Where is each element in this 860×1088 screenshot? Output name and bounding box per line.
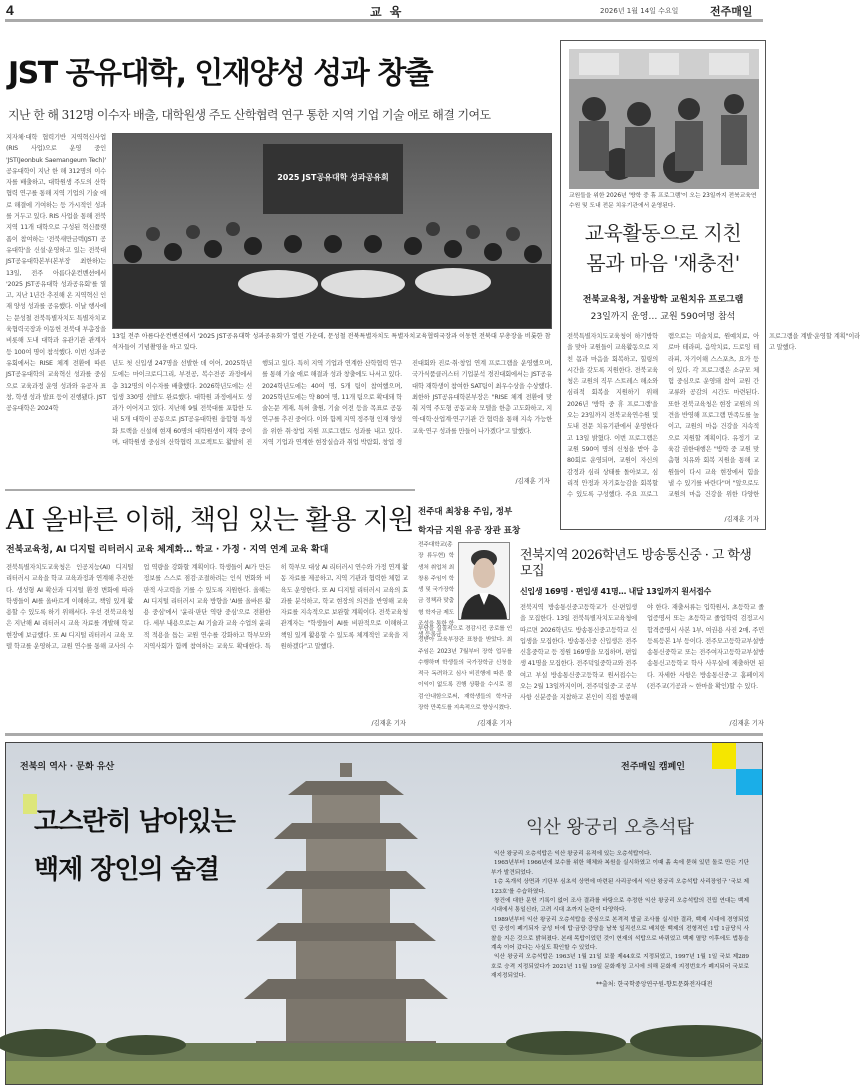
award-portrait-photo	[458, 542, 510, 620]
campaign-headline-line2: 백제 장인의 숨결	[34, 855, 219, 885]
page-number: 4	[6, 2, 14, 18]
heritage-description	[491, 850, 749, 982]
workshop-photo-image	[569, 49, 759, 189]
main-article-photo	[112, 133, 552, 329]
broadcast-headline: 전북지역 2026학년도 방송통신중 · 고 학생 모집	[520, 548, 752, 579]
ai-article-body: 전북특별자치도교육청은 인공지능(AI) 디지털 리터러시 교육을 학교 교육과정과 연계해 추진한다. 생성형 AI 확산과 디지털 환경 변화에 따라 학생들이 AI를 올바르게 이해하고, 책임 있게 활용할 수 있도록 하기 위해서다. 우선 전북교육청은 지난해 AI 리터러시 교육 자료를 개발해 학교 현장에 보급했다. 또 AI 디지털 리터러시 교육 모델 학교를 운영하고, 교원 연수를 통해 교사의 수업 역량을 강화할 계획이다. 학생들이 AI가 만든 정보를 스스로 점검·조절하려는 인식 변화와 비판적 사고력을 기를 수 있도록 지원한다. 올해는 AI 디지털 리터러시 교육 방향을 'AI를 올바른 활용 중심'에서 '윤리·판단 역량 중심'으로 전환한다. 세부 내용으로는 AI 기술과 교육 수업의 윤리적 적용을 돕는 교원 연수를 강화하고 학부모와 지역사회가 함께 참여하는 교육도 확대한다. 특히 학부모 대상 AI 리터러시 연수와 가정 연계 활동 자료를 제공하고, 지역 기관과 협력한 체험 교육도 운영한다. 또 AI 디지털 리터러시 교육의 효과를 분석하고, 학교 현장의 의견을 반영해 교육 자료를 지속적으로 보완할 계획이다. 전북교육청 관계자는 "학생들이 AI를 비판적으로 이해하고 책임 있게 활용할 수 있도록 체계적인 교육을 지원하겠다"고 말했다.	[6, 564, 408, 651]
heritage-campaign	[5, 742, 763, 1085]
broadcast-article-byline: /김재훈 기자	[729, 720, 764, 727]
teacher-subheadline-2: 23일까지 운영… 교원 590여명 참석	[590, 312, 736, 322]
teacher-article-byline: /김재훈 기자	[724, 516, 759, 523]
teacher-subheadline-1: 전북교육청, 겨울방학 교원치유 프로그램	[582, 295, 744, 305]
campaign-series-label: 전북의 역사 · 문화 유산	[20, 762, 115, 772]
ai-article-byline: /김재훈 기자	[371, 720, 406, 727]
teacher-photo-caption: 교원들을 위한 2026년 '방학 중 휴 프로그램'이 오는 23일까지 전북교육연수원 및 도내 전문 치유기관에서 운영된다.	[569, 193, 757, 209]
main-headline: JST 공유대학, 인재양성 성과 창출	[8, 56, 433, 91]
broadcast-subheadline: 신입생 169명 · 편입생 41명… 내달 13일까지 원서접수	[520, 587, 711, 596]
campaign-headline-line1: 고스란히 남아있는	[34, 807, 235, 837]
photo-event-banner: 2025 JST공유대학 성과공유회	[277, 173, 389, 182]
main-article-body: 년도 첫 신입생 247명을 선발한 데 이어, 2025학년도에는 마이크로디그리, 부전공, 복수전공 과정에서 총 312명의 이수자를 배출했다. 2026학년도에는 신입생 330명 선발도 완료했다. 대학원 과정에서도 성과가 이어지고 있다. 지난해 9월 전북대를 포함한 도내 5개 대학이 공동으로 JST공유대학원 융합형 특성화 트랙을 신설해 현재 60명의 대학원생이 재학 중이며, 대학원생 중심의 산학협력 프로젝트도 활발히 진행되고 있다. 특히 지역 기업과 연계한 산학협력 연구를 통해 기술 애로 해결과 성과 창출에도 나서고 있다. 2024학년도에는 40여 명, 5개 팀이 참여했으며, 2025학년도에는 약 80여 명, 11개 팀으로 확대돼 학술논문 게재, 특허 출원, 기술 이전 등을 목표로 공동연구를 추진 중이다. 이와 함께 지역 정주형 인재 양성을 위한 취·창업 지원 프로그램도 성과를 내고 있다. 지역 기업과 연계한 현장실습과 취업 박람회, 창업 경진대회와 진로·취·창업 연계 프로그램을 운영했으며, 국가식품클러스터 기업분석 경진대회에서는 JST공유대학 재학생이 참여한 SAT팀이 최우수상을 수상했다. 최한하 JST공유대학본부장은 "RISE 체계 전환에 맞춰 지역 주도형 공동교육 모델을 한층 고도화하고, 지역·대학·산업계·연구기관 간 협력을 통해 지속 가능한 교육·연구 성과를 만들어 나가겠다"고 말했다.	[112, 360, 552, 447]
ai-headline: AI 올바른 이해, 책임 있는 활용 지원	[6, 505, 414, 536]
main-article-left-column: 지자체·대학 협력기반 지역혁신사업(RIS 사업)으로 운영 중인 'JST(Jeonbuk Saemangeum Tech)' 공유대학이 지난 한 해 312명의 이수자를 배출하고, 대학원생 주도의 산학협력 연구를 통해 지역 기업의 기술 애로 해결에 기여하는 등 가시적인 성과를 거두고 있다. RIS 사업을 통해 전북지역 11개 대학으로 구성된 혁신플랫폼이 참여하는 '전북새만금텍(JST) 공유대학'을 신설·운영하고 있는 전북대 JST공유대학본부(본부장 최한하)는 13일, 전주 아름다운컨벤션에서 '2025 JST공유대학 성과공유회'를 열고, 지난 1년간 추진해 온 지역혁신 인재 양성 성과를 공유했다. 이날 행사에는 문성철 전북특별자치도 특별자치교육협력국장과 이동헌 전북대 부총장을 비롯해 도내 대학과 유관기관 관계자 등 100여 명이 참석했다. 이번 성과공유회에서는 RISE 체계 전환에 따른 JST공유대학의 교육혁신 성과를 중심으로 교육과정 운영 성과와 유공자 표창, 학생 성과 발표 등이 진행됐다. JST공유대학은 2024학	[6, 134, 106, 413]
blue-accent-square	[736, 769, 762, 795]
campaign-label: 전주매일 캠페인	[621, 762, 685, 772]
heritage-paragraph: 1989년부터 익산 왕궁리 오층석탑을 중심으로 본격적 발굴 조사를 실시한 결과, 백제 시대에 경영되었던 궁성이 폐기되자 궁성 터에 탑·금당·강당을 남북 일직선으로 배치한 백제의 전형적인 1탑 1금당식 사찰을 지은 것으로 밝혀졌다. 본래 목탑이었던 것이 현재의 석탑으로 바뀌었고 백제 멸망 이후에도 법통을 계속 이어 갔다는 사실도 확인할 수 있었다.	[491, 916, 749, 952]
header-divider	[5, 19, 763, 22]
section-title: 교 육	[370, 5, 404, 19]
ai-subheadline: 전북교육청, AI 디지털 리터러시 교육 체계화… 학교 · 가정 · 지역 연계 교육 확대	[6, 545, 329, 555]
teacher-article-body: 전북특별자치도교육청이 하기방학을 맞아 교원들이 교육활동으로 지친 몸과 마음을 회복하고, 힐링의 시간을 갖도록 지원한다. 전북교육청은 교원의 직무 스트레스 해소와 심리적 회복을 지원하기 위해 2026년 '방학 중 휴 프로그램'을 오는 23일까지 전북교육연수원 및 도내 전문 치유기관에서 운영한다고 13일 밝혔다. 이번 프로그램은 교원 590여 명의 신청을 받아 총 80회로 운영되며, 교원이 자신의 감정과 심리 상태를 돌아보고, 심리적 안정과 자기효능감을 회복할 수 있도록 구성했다. 주요 프로그램으로는 미술치료, 원예치료, 아로마 테라피, 음악치료, 드로잉 테라피, 자기이해 스스포츠, 요가 등이 있다. 각 프로그램은 소규모 체험 중심으로 운영돼 참여 교원 간 교류와 공감의 시간도 마련된다. 또한 전북교육청은 현장 교원의 의견을 반영해 프로그램 만족도를 높이고, 교원의 마음 건강을 지속적으로 지원할 계획이다. 유정기 교육감 권한대행은 "방학 중 교원 맞춤형 치유와 회복 지원을 통해 교원들이 다시 교육 현장에서 힘을 낼 수 있기를 바란다"며 "앞으로도 교원의 마음 건강을 위한 다양한 프로그램을 계발·운영할 계획"이라고 말했다.	[567, 333, 860, 499]
group-photo-image	[113, 134, 551, 328]
award-headline-line2: 학자금 지원 유공 장관 표창	[418, 526, 521, 536]
heritage-paragraph: 1층 옥개석 상면과 기단부 심초석 상면에 마련된 사리공에서 익산 왕궁리 오층석탑 사리장엄구 '국보 제123호'를 수습하였다.	[491, 879, 749, 895]
ad-divider	[5, 733, 763, 736]
award-article-byline: /김재훈 기자	[477, 720, 512, 727]
award-headline-line1: 전주대 최창용 주임, 정부	[418, 507, 513, 517]
heritage-paragraph: 창건에 대한 문헌 기록이 없어 조사 결과를 바탕으로 추정한 익산 왕궁리 오층석탑의 건립 연대는 백제 시대에서 통일신라, 고려 시대 초까지 논란이 다양하다.	[491, 898, 749, 914]
award-article-body: 부담을 실질적으로 경감시킨 공로를 인정받아 교육부장관 표창을 받았다. 최 주임은 2023년 7월부터 장학 업무를 수행하며 학생들의 국가장학금 신청을 적극 독려하고 심사 비진행에 따른 불이익이 없도록 진행 상황을 수시로 점검·안내함으로써, 재학생들의 학자금 장학 만족도를 지속적으로 향상시켰다.	[418, 626, 512, 712]
teacher-healing-article	[560, 40, 860, 530]
yellow-accent-square	[712, 743, 736, 769]
award-article-intro: 전주대학교(총장 류두현) 학생처 취업처 최창용 주임이 학생 및 국가장학금 정책과 맞춤형 학자금 제도 조성을 통한 학생 등록금	[418, 542, 454, 639]
heritage-source: **출처: 한국학중앙연구원-향토문화전자대전	[596, 981, 713, 988]
section-divider	[5, 489, 415, 491]
newspaper-brand: 전주매일	[710, 5, 753, 18]
teacher-program-photo	[569, 49, 759, 189]
heritage-title: 익산 왕궁리 오층석탑	[526, 817, 694, 838]
heritage-paragraph: 익산 왕궁리 오층석탑은 1963년 1월 21일 보물 제44호로 지정되었고, 1997년 1월 1일 국보 제289호로 승격 지정되었다가 2021년 11월 19일 문화재청 고시에 의해 문화재 지정번호가 폐지되어 국보로 재지정되었다.	[491, 954, 749, 980]
teacher-headline-line2: 몸과 마음 '재충전'	[586, 251, 740, 275]
broadcast-article-body: 전북지역 방송통신중고등학교가 신·편입생을 모집한다. 13일 전북특별자치도교육청에 따르면 2026학년도 방송통신중고등학교 신입생을 모집한다. 방송통신중 신입생은 전주 신흥중학교 등 정원 169명을 모집하며, 편입생 41명을 모집한다. 전주덕일중학교와 전주여고 부설 방송통신중고등학교 원서접수는 오는 2월 13일까지이며, 전주덕일중·고 공부사항 신분증을 지참하고 본인이 직접 방문해야 한다. 재출서류는 입학원서, 초등학교 졸업증명서 또는 초등학교 졸업학력 검정고시 합격증명서 사본 1부, 여권용 사진 2매, 주민등록등본 1부 등이다. 전주모고등학교부설방송통신중학교 또는 전주여자고등학교부설방송통신고등학교 학사 사무실에 제출하면 된다. 자세한 사항은 방송통신중·고 홈페이지(전주교(기공과 ~ 한마을 확인)할 수 있다.	[520, 604, 764, 702]
portrait-image	[459, 543, 509, 619]
heritage-paragraph: 1965년부터 1966년에 보수를 위한 해체와 복원을 실시하였고 이때 흙 속에 묻혀 있던 돌로 만든 기단부가 발견되었다.	[491, 860, 749, 876]
main-article-byline: /김재훈 기자	[515, 478, 550, 485]
main-subheadline: 지난 한 해 312명 이수자 배출, 대학원생 주도 산학협력 연구 통한 지역 기업 기술 애로 해결 기여도	[8, 108, 491, 122]
teacher-headline-line1: 교육활동으로 지친	[584, 221, 742, 245]
heritage-paragraph: 익산 왕궁리 오층석탑은 익산 왕궁리 유적에 있는 오층석탑이다.	[494, 851, 652, 857]
broadcast-article	[520, 548, 764, 716]
issue-date: 2026년 1월 14일 수요일	[600, 7, 679, 15]
main-photo-caption: 13일 전주 아름다운컨벤션에서 '2025 JST공유대학 성과공유회'가 열린 가운데, 문성철 전북특별자치도 특별자치교육협력국장과 이동헌 전북대 부총장을 비롯한 참석자들이 기념촬영을 하고 있다.	[112, 333, 551, 351]
